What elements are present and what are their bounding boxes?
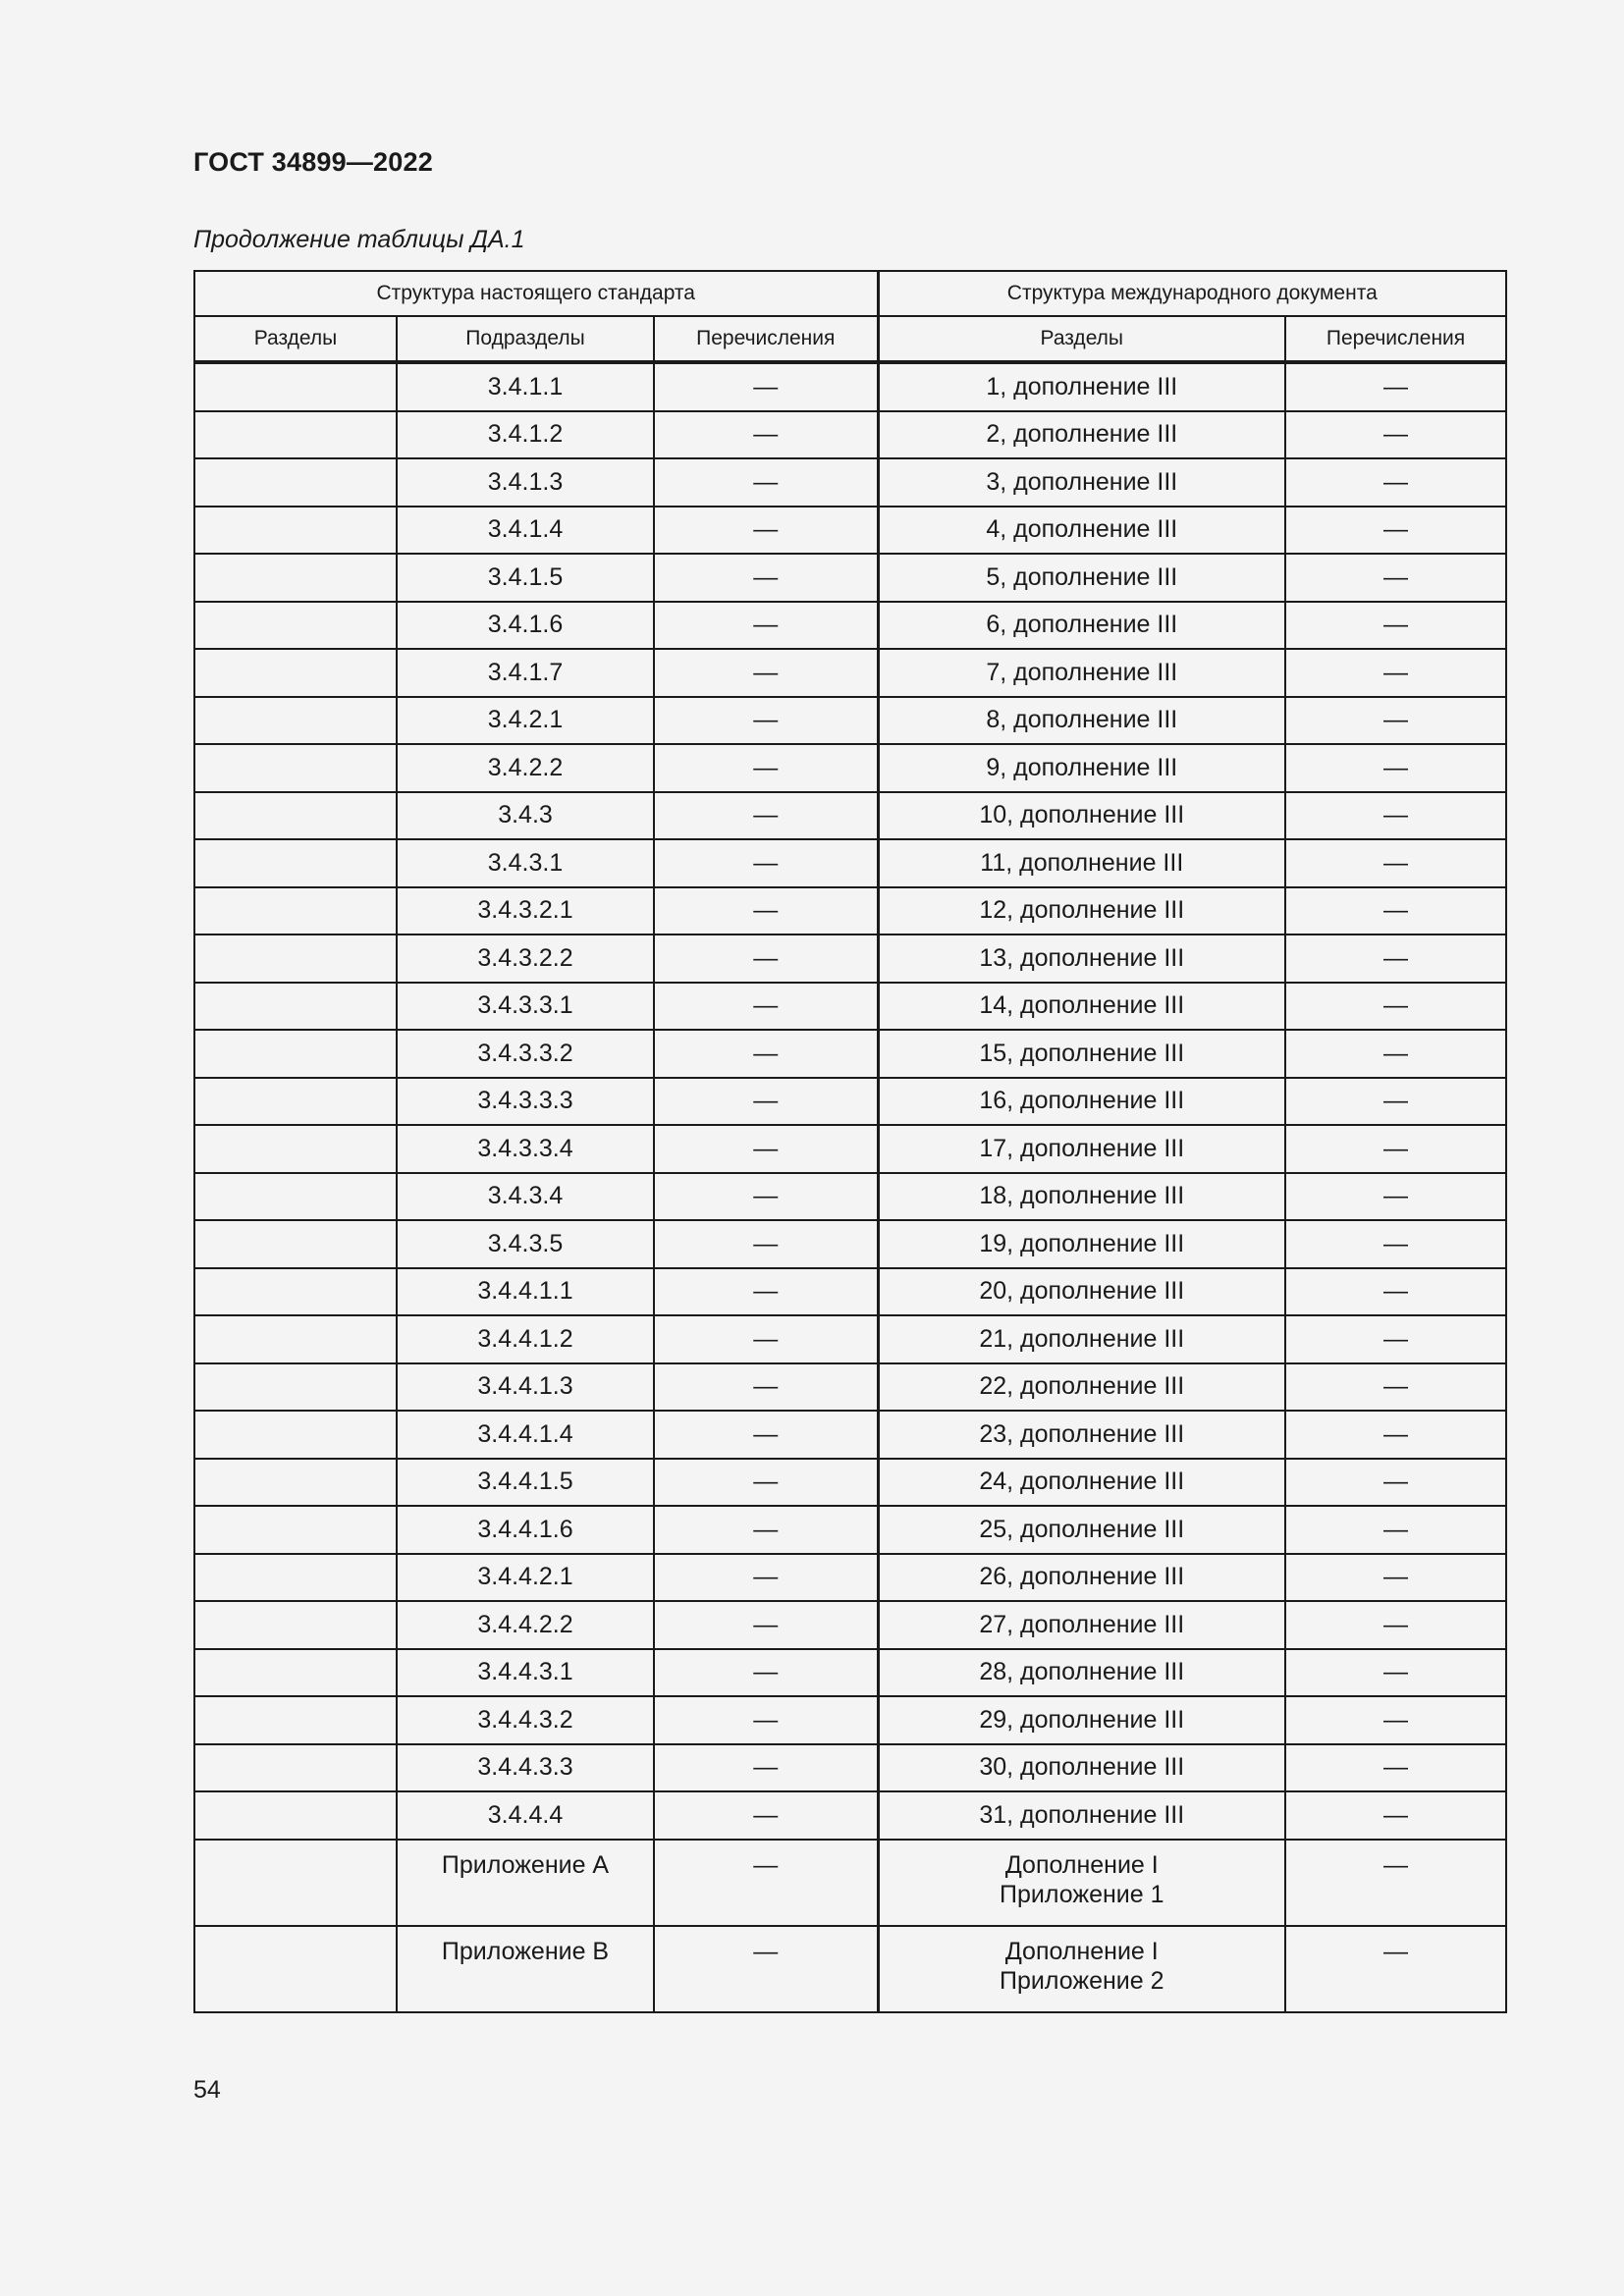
cell-section — [194, 1078, 397, 1126]
cell-intl-section: 20, дополнение III — [878, 1268, 1285, 1316]
cell-intl-enumeration: — — [1285, 1315, 1506, 1363]
cell-subsection: 3.4.2.1 — [397, 697, 654, 745]
cell-enumeration: — — [654, 887, 878, 935]
cell-intl-enumeration: — — [1285, 983, 1506, 1031]
table-row — [194, 507, 1506, 555]
cell-intl-section: 30, дополнение III — [878, 1744, 1285, 1792]
cell-enumeration: — — [654, 1030, 878, 1078]
table-row — [194, 744, 1506, 792]
table-caption: Продолжение таблицы ДА.1 — [193, 226, 525, 253]
cell-subsection: 3.4.3.3.4 — [397, 1125, 654, 1173]
cell-subsection: 3.4.4.2.2 — [397, 1601, 654, 1649]
cell-section — [194, 1840, 397, 1926]
cell-section — [194, 1554, 397, 1602]
cell-intl-section: 8, дополнение III — [878, 697, 1285, 745]
cell-enumeration: — — [654, 1649, 878, 1697]
cell-intl-section: 24, дополнение III — [878, 1459, 1285, 1507]
cell-intl-section: 7, дополнение III — [878, 649, 1285, 697]
table-row — [194, 1411, 1506, 1459]
table-row — [194, 1220, 1506, 1268]
cell-intl-enumeration: — — [1285, 1220, 1506, 1268]
group-header-international: Структура международного документа — [878, 271, 1506, 316]
cell-section — [194, 602, 397, 650]
cell-intl-section: 28, дополнение III — [878, 1649, 1285, 1697]
cell-intl-section: 22, дополнение III — [878, 1363, 1285, 1412]
cell-subsection: 3.4.4.1.4 — [397, 1411, 654, 1459]
cell-intl-enumeration: — — [1285, 1696, 1506, 1744]
table-row — [194, 1696, 1506, 1744]
cell-section — [194, 649, 397, 697]
cell-intl-enumeration: — — [1285, 1173, 1506, 1221]
cell-intl-enumeration: — — [1285, 1078, 1506, 1126]
cell-intl-section — [878, 1840, 1285, 1926]
column-header-intl-enumerations: Перечисления — [1285, 316, 1506, 362]
cell-intl-section: 17, дополнение III — [878, 1125, 1285, 1173]
cell-intl-enumeration: — — [1285, 1649, 1506, 1697]
table-row — [194, 411, 1506, 459]
cell-subsection: 3.4.3.4 — [397, 1173, 654, 1221]
cell-intl-enumeration: — — [1285, 649, 1506, 697]
cell-enumeration: — — [654, 1315, 878, 1363]
cell-intl-enumeration: — — [1285, 887, 1506, 935]
cell-intl-section: 4, дополнение III — [878, 507, 1285, 555]
cell-subsection: 3.4.1.4 — [397, 507, 654, 555]
cell-section — [194, 362, 397, 411]
cell-section — [194, 458, 397, 507]
cell-enumeration: — — [654, 602, 878, 650]
cell-enumeration: — — [654, 697, 878, 745]
cell-enumeration: — — [654, 839, 878, 887]
column-header-intl-sections: Разделы — [878, 316, 1285, 362]
page-number: 54 — [193, 2076, 221, 2104]
cell-enumeration: — — [654, 934, 878, 983]
cell-section — [194, 1649, 397, 1697]
cell-intl-section: 16, дополнение III — [878, 1078, 1285, 1126]
cell-intl-enumeration: — — [1285, 1459, 1506, 1507]
cell-intl-enumeration: — — [1285, 792, 1506, 840]
cell-section — [194, 1220, 397, 1268]
cell-enumeration: — — [654, 1220, 878, 1268]
table-row — [194, 1030, 1506, 1078]
cell-intl-enumeration: — — [1285, 1554, 1506, 1602]
cell-intl-section: 25, дополнение III — [878, 1506, 1285, 1554]
cell-section — [194, 1125, 397, 1173]
cell-intl-enumeration: — — [1285, 1125, 1506, 1173]
table-row — [194, 1078, 1506, 1126]
cell-subsection: 3.4.4.3.3 — [397, 1744, 654, 1792]
cell-subsection: 3.4.4.1.3 — [397, 1363, 654, 1412]
cell-subsection: 3.4.1.1 — [397, 362, 654, 411]
cell-subsection: 3.4.4.2.1 — [397, 1554, 654, 1602]
cell-section — [194, 1411, 397, 1459]
cell-intl-section: 13, дополнение III — [878, 934, 1285, 983]
cell-section — [194, 1030, 397, 1078]
cell-section — [194, 411, 397, 459]
cell-enumeration: — — [654, 1125, 878, 1173]
cell-subsection: Приложение В — [397, 1926, 654, 2012]
cell-intl-section: 26, дополнение III — [878, 1554, 1285, 1602]
table-row-annex — [194, 1926, 1506, 2012]
cell-enumeration: — — [654, 1840, 878, 1926]
cell-enumeration: — — [654, 1791, 878, 1840]
table-row — [194, 697, 1506, 745]
cell-section — [194, 1791, 397, 1840]
cell-intl-section: 29, дополнение III — [878, 1696, 1285, 1744]
cell-subsection: 3.4.4.1.6 — [397, 1506, 654, 1554]
cell-enumeration: — — [654, 1078, 878, 1126]
cell-section — [194, 887, 397, 935]
cell-subsection: 3.4.2.2 — [397, 744, 654, 792]
cell-section — [194, 1315, 397, 1363]
cell-intl-section: 5, дополнение III — [878, 554, 1285, 602]
cell-intl-section: 6, дополнение III — [878, 602, 1285, 650]
cell-enumeration: — — [654, 1459, 878, 1507]
cell-subsection: 3.4.1.6 — [397, 602, 654, 650]
cell-enumeration: — — [654, 792, 878, 840]
cell-section — [194, 1926, 397, 2012]
cell-enumeration: — — [654, 1411, 878, 1459]
table-row — [194, 839, 1506, 887]
column-header-sections: Разделы — [194, 316, 397, 362]
cell-subsection: 3.4.4.1.5 — [397, 1459, 654, 1507]
cell-enumeration: — — [654, 649, 878, 697]
table-row — [194, 458, 1506, 507]
cell-enumeration: — — [654, 983, 878, 1031]
table-row — [194, 554, 1506, 602]
cell-subsection: 3.4.4.3.2 — [397, 1696, 654, 1744]
cell-intl-section: 2, дополнение III — [878, 411, 1285, 459]
cell-intl-section: 19, дополнение III — [878, 1220, 1285, 1268]
cell-subsection: 3.4.4.3.1 — [397, 1649, 654, 1697]
cell-section — [194, 507, 397, 555]
table-row — [194, 983, 1506, 1031]
cell-intl-section: 27, дополнение III — [878, 1601, 1285, 1649]
table-row — [194, 1791, 1506, 1840]
cell-intl-enumeration: — — [1285, 362, 1506, 411]
cell-subsection: 3.4.4.1.1 — [397, 1268, 654, 1316]
cell-intl-enumeration: — — [1285, 458, 1506, 507]
cell-section — [194, 1696, 397, 1744]
table-row — [194, 1315, 1506, 1363]
cell-enumeration: — — [654, 1926, 878, 2012]
cell-intl-enumeration: — — [1285, 1506, 1506, 1554]
cell-section — [194, 839, 397, 887]
cell-section — [194, 1744, 397, 1792]
cell-section — [194, 1268, 397, 1316]
table-row — [194, 602, 1506, 650]
table-row — [194, 1459, 1506, 1507]
cell-enumeration: — — [654, 554, 878, 602]
cell-section — [194, 983, 397, 1031]
cell-enumeration: — — [654, 1744, 878, 1792]
group-header-national: Структура настоящего стандарта — [194, 271, 878, 316]
cell-intl-enumeration: — — [1285, 697, 1506, 745]
table-row-annex — [194, 1840, 1506, 1926]
cell-subsection: Приложение А — [397, 1840, 654, 1926]
cell-section — [194, 934, 397, 983]
cell-section — [194, 1459, 397, 1507]
cell-enumeration: — — [654, 1601, 878, 1649]
cell-enumeration: — — [654, 744, 878, 792]
cell-intl-enumeration: — — [1285, 507, 1506, 555]
cell-section — [194, 1506, 397, 1554]
cell-intl-section — [878, 1926, 1285, 2012]
cell-subsection: 3.4.1.7 — [397, 649, 654, 697]
intl-section-line: Приложение 2 — [1000, 1966, 1164, 1995]
cell-intl-enumeration: — — [1285, 1744, 1506, 1792]
table-row — [194, 792, 1506, 840]
cell-intl-enumeration: — — [1285, 934, 1506, 983]
cell-intl-enumeration: — — [1285, 1363, 1506, 1412]
cell-subsection: 3.4.3.2.1 — [397, 887, 654, 935]
cell-enumeration: — — [654, 1268, 878, 1316]
table-row — [194, 1125, 1506, 1173]
cell-enumeration: — — [654, 1506, 878, 1554]
cell-subsection: 3.4.1.5 — [397, 554, 654, 602]
cell-section — [194, 792, 397, 840]
intl-section-line: Дополнение I — [1004, 1937, 1159, 1965]
cell-intl-section: 23, дополнение III — [878, 1411, 1285, 1459]
table-row — [194, 649, 1506, 697]
cell-intl-section: 1, дополнение III — [878, 362, 1285, 411]
intl-section-line: Приложение 1 — [1000, 1880, 1164, 1908]
cell-enumeration: — — [654, 1554, 878, 1602]
cell-subsection: 3.4.3.3.1 — [397, 983, 654, 1031]
cell-enumeration: — — [654, 507, 878, 555]
cell-intl-section: 11, дополнение III — [878, 839, 1285, 887]
cell-intl-enumeration: — — [1285, 1030, 1506, 1078]
cell-intl-enumeration: — — [1285, 602, 1506, 650]
cell-section — [194, 697, 397, 745]
cell-intl-section: 14, дополнение III — [878, 983, 1285, 1031]
table-row — [194, 887, 1506, 935]
table-row — [194, 362, 1506, 411]
column-header-subsections: Подразделы — [397, 316, 654, 362]
cell-section — [194, 1363, 397, 1412]
table-body — [194, 362, 1506, 2012]
cell-intl-enumeration: — — [1285, 554, 1506, 602]
cell-intl-enumeration: — — [1285, 1840, 1506, 1926]
cell-intl-section: 9, дополнение III — [878, 744, 1285, 792]
table-row — [194, 1173, 1506, 1221]
cell-intl-section: 3, дополнение III — [878, 458, 1285, 507]
table-row — [194, 1744, 1506, 1792]
correspondence-table — [193, 270, 1507, 2013]
cell-intl-section: 18, дополнение III — [878, 1173, 1285, 1221]
table-row — [194, 1268, 1506, 1316]
cell-enumeration: — — [654, 1173, 878, 1221]
cell-intl-section: 21, дополнение III — [878, 1315, 1285, 1363]
group-header-row — [194, 271, 1506, 316]
cell-section — [194, 1601, 397, 1649]
cell-intl-enumeration: — — [1285, 1926, 1506, 2012]
cell-section — [194, 1173, 397, 1221]
column-header-row — [194, 316, 1506, 362]
cell-intl-section: 31, дополнение III — [878, 1791, 1285, 1840]
cell-intl-enumeration: — — [1285, 1411, 1506, 1459]
cell-intl-enumeration: — — [1285, 1601, 1506, 1649]
cell-subsection: 3.4.3 — [397, 792, 654, 840]
cell-subsection: 3.4.4.1.2 — [397, 1315, 654, 1363]
cell-intl-enumeration: — — [1285, 839, 1506, 887]
cell-subsection: 3.4.1.2 — [397, 411, 654, 459]
cell-subsection: 3.4.1.3 — [397, 458, 654, 507]
cell-subsection: 3.4.3.1 — [397, 839, 654, 887]
cell-intl-section: 15, дополнение III — [878, 1030, 1285, 1078]
table-row — [194, 1601, 1506, 1649]
cell-intl-enumeration: — — [1285, 411, 1506, 459]
cell-intl-enumeration: — — [1285, 1268, 1506, 1316]
cell-section — [194, 744, 397, 792]
cell-enumeration: — — [654, 458, 878, 507]
cell-intl-enumeration: — — [1285, 1791, 1506, 1840]
table-row — [194, 1649, 1506, 1697]
column-header-enumerations: Перечисления — [654, 316, 878, 362]
cell-subsection: 3.4.3.3.2 — [397, 1030, 654, 1078]
cell-enumeration: — — [654, 1363, 878, 1412]
cell-subsection: 3.4.3.5 — [397, 1220, 654, 1268]
cell-enumeration: — — [654, 411, 878, 459]
cell-enumeration: — — [654, 1696, 878, 1744]
cell-intl-enumeration: — — [1285, 744, 1506, 792]
document-header: ГОСТ 34899—2022 — [193, 147, 433, 177]
table-row — [194, 1554, 1506, 1602]
cell-subsection: 3.4.3.2.2 — [397, 934, 654, 983]
cell-enumeration: — — [654, 362, 878, 411]
cell-subsection: 3.4.3.3.3 — [397, 1078, 654, 1126]
table-row — [194, 934, 1506, 983]
table-row — [194, 1363, 1506, 1412]
cell-section — [194, 554, 397, 602]
cell-intl-section: 10, дополнение III — [878, 792, 1285, 840]
cell-intl-section: 12, дополнение III — [878, 887, 1285, 935]
table-row — [194, 1506, 1506, 1554]
intl-section-line: Дополнение I — [1004, 1850, 1159, 1879]
cell-subsection: 3.4.4.4 — [397, 1791, 654, 1840]
